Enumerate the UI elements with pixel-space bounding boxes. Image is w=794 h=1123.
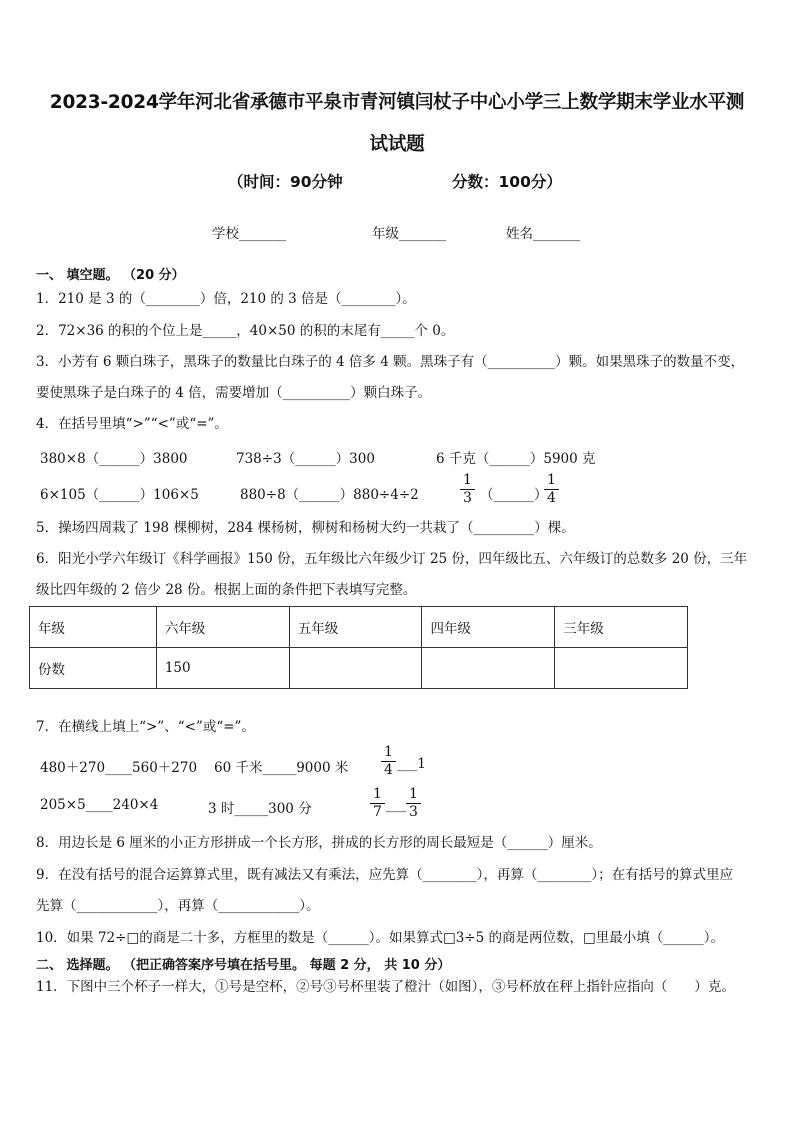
- q4-compare-2: 738÷3（______）300: [236, 451, 375, 467]
- q4-compare-1: 380×8（______）3800: [40, 451, 188, 467]
- title-line-1: 2023-2024学年河北省承德市平泉市青河镇闫杖子中心小学三上数学期末学业水平测: [49, 92, 745, 113]
- fraction-denominator: 7: [373, 804, 382, 820]
- table-cell: [555, 648, 688, 689]
- exam-score: 分数：100分）: [452, 173, 562, 191]
- q7-compare-2: 60 千米_____9000 米: [214, 760, 349, 776]
- question-7: 7．在横线上填上“>”、“<”或“=”。: [36, 719, 255, 735]
- table-header-row: [30, 607, 688, 648]
- q7-compare-6-blank: ___: [386, 797, 407, 813]
- table-cell: 三年级: [555, 607, 688, 648]
- school-field: 学校_______: [212, 226, 287, 242]
- grade-copies-table: [29, 606, 688, 689]
- table-cell: [422, 648, 555, 689]
- table-cell: 150: [156, 648, 289, 689]
- q7-compare-3-tail: ___1: [397, 756, 426, 772]
- table-row: [30, 648, 688, 689]
- fraction-numerator: 1: [406, 786, 421, 804]
- name-field: 姓名_______: [506, 226, 581, 242]
- question-8: 8．用边长是 6 厘米的小正方形拼成一个长方形，拼成的长方形的周长最短是（______）厘米。: [36, 835, 602, 851]
- q4-compare-4: 6×105（______）106×5: [40, 487, 199, 503]
- exam-title: [30, 82, 764, 166]
- question-2: 2．72×36 的积的个位上是_____，40×50 的积的末尾有_____个 0。: [36, 323, 455, 339]
- fraction-denominator: 4: [547, 490, 556, 506]
- title-line-2: 试试题: [369, 134, 425, 155]
- q4-compare-5: 880÷8（______）880÷4÷2: [240, 487, 419, 503]
- question-5: 5．操场四周栽了 198 棵柳树，284 棵杨树，柳树和杨树大约一共栽了（_________）棵。: [36, 520, 575, 536]
- q7-fraction-b-left: [370, 786, 385, 821]
- question-9-line-1: 9．在没有括号的混合运算算式里，既有减法又有乘法，应先算（________），再算（________）；在有括号的算式里应: [36, 867, 734, 883]
- question-4: 4．在括号里填“>”“<”或“=”。: [36, 416, 228, 432]
- q7-fraction-a: [381, 744, 396, 779]
- q4-compare-6-blank: （______）: [480, 487, 548, 503]
- table-cell: [289, 648, 422, 689]
- fraction-denominator: 4: [384, 762, 393, 778]
- table-cell: 份数: [30, 648, 157, 689]
- q4-compare-3: 6 千克（______）5900 克: [436, 451, 596, 467]
- exam-time: （时间：90分钟: [228, 173, 343, 191]
- question-6-line-1: 6．阳光小学六年级订《科学画报》150 份，五年级比六年级少订 25 份，四年级比五、六年级订的总数多 20 份，三年: [36, 551, 748, 567]
- question-1: 1．210 是 3 的（________）倍，210 的 3 倍是（________）。: [36, 291, 416, 307]
- q7-compare-1: 480＋270____560＋270: [40, 760, 198, 776]
- fraction-numerator: 1: [460, 472, 475, 490]
- q7-compare-5: 3 时_____300 分: [208, 801, 312, 817]
- section-multiple-choice: 二、 选择题。 （把正确答案序号填在括号里。 每题 2 分， 共 10 分）: [36, 958, 451, 973]
- section-fill-in: 一、 填空题。 （20 分）: [36, 268, 185, 283]
- table-cell: 六年级: [156, 607, 289, 648]
- q7-fraction-b-right: [406, 786, 421, 821]
- table-cell: 五年级: [289, 607, 422, 648]
- question-3-line-1: 3．小芳有 6 颗白珠子，黑珠子的数量比白珠子的 4 倍多 4 颗。黑珠子有（__________）颗。如果黑珠子的数量不变，: [36, 354, 745, 370]
- question-9-line-2: 先算（____________），再算（____________）。: [36, 898, 320, 914]
- question-10: 10．如果 72÷□的商是二十多，方框里的数是（______）。如果算式□3÷5 的商是两位数，□里最小填（______）。: [36, 930, 725, 946]
- question-6-line-2: 级比四年级的 2 倍少 28 份。根据上面的条件把下表填写完整。: [36, 582, 417, 598]
- fraction-numerator: 1: [544, 472, 559, 490]
- grade-field: 年级_______: [372, 226, 447, 242]
- table-cell: 四年级: [422, 607, 555, 648]
- table-cell: 年级: [30, 607, 157, 648]
- q4-fraction-right: [544, 472, 559, 507]
- fraction-denominator: 3: [409, 804, 418, 820]
- question-11: 11．下图中三个杯子一样大，①号是空杯，②号③号杯里装了橙汁（如图），③号杯放在秤上指针应指向（ ）克。: [36, 979, 735, 995]
- fraction-denominator: 3: [463, 490, 472, 506]
- fraction-numerator: 1: [381, 744, 396, 762]
- q4-fraction-left: [460, 472, 475, 507]
- question-3-line-2: 要使黑珠子是白珠子的 4 倍，需要增加（__________）颗白珠子。: [36, 385, 432, 401]
- q7-compare-4: 205×5____240×4: [40, 797, 159, 813]
- fraction-numerator: 1: [370, 786, 385, 804]
